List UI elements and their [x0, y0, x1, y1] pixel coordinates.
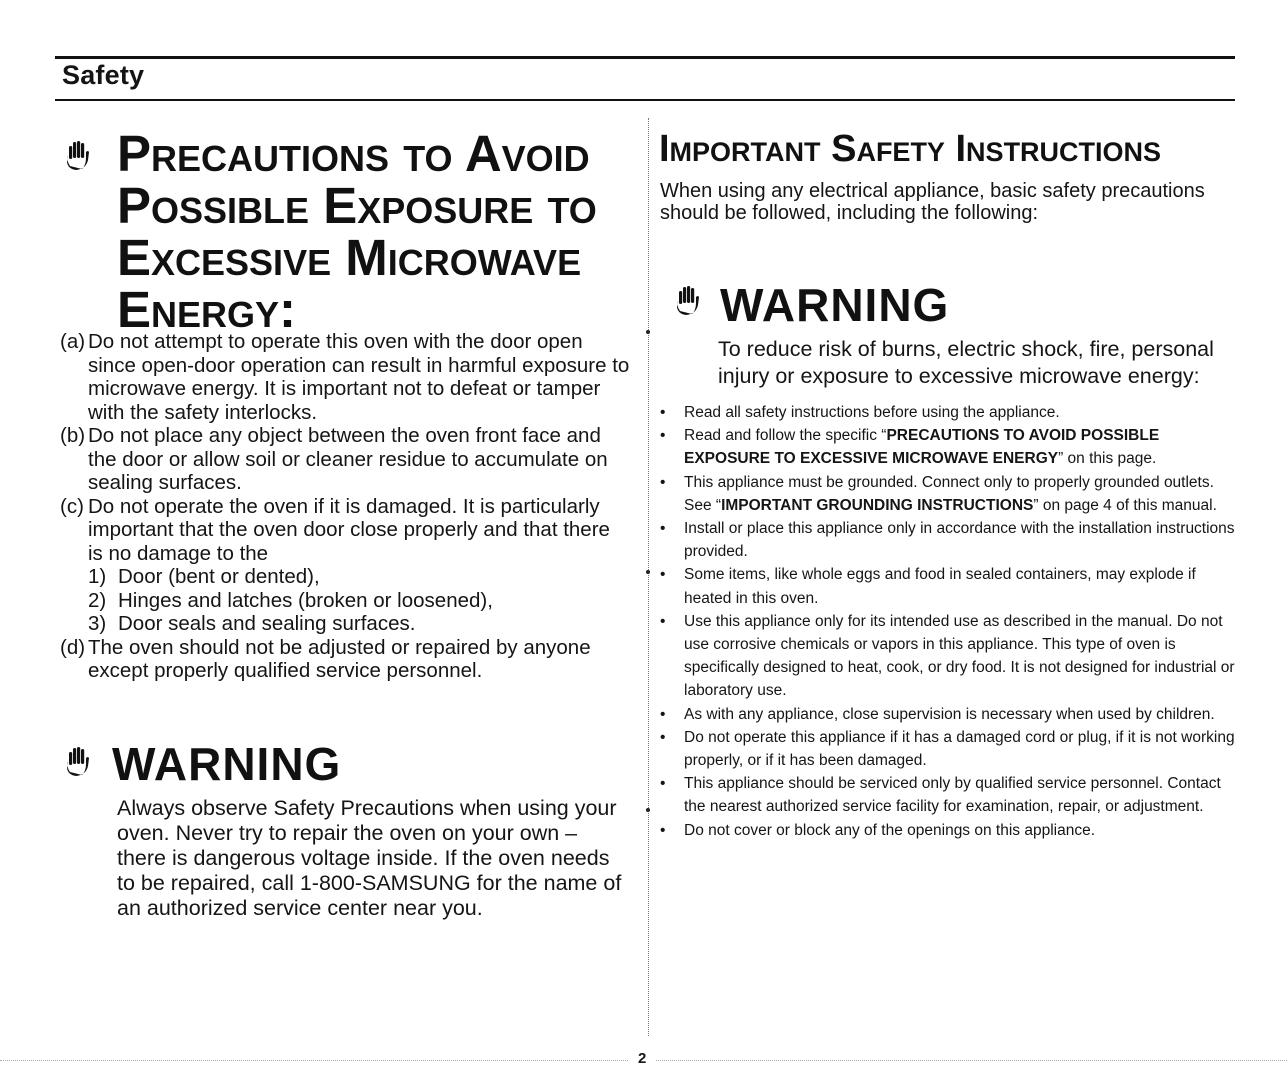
- divider-dot: [646, 570, 650, 574]
- hand-stop-icon: [64, 746, 90, 776]
- list-item: [660, 424, 1235, 470]
- list-item-text: Read all safety instructions before using the appliance.: [684, 404, 1060, 421]
- list-item: [60, 636, 630, 683]
- warning-heading: WARNING: [112, 738, 342, 790]
- list-item-text: Install or place this appliance only in accordance with the installation instructions provided.: [684, 520, 1235, 561]
- list-item-text: This appliance should be serviced only by qualified service personnel. Contact the nearest authorized service facility for examination, repair, or adjustment.: [684, 775, 1221, 816]
- list-item-text: Hinges and latches (broken or loosened),: [118, 588, 493, 612]
- text-run: Read and follow the specific “: [684, 427, 887, 445]
- list-marker: 2): [88, 588, 107, 612]
- list-marker: 3): [88, 612, 107, 635]
- column-divider: [648, 118, 649, 1036]
- right-heading: Important Safety Instructions: [659, 128, 1162, 170]
- list-item-text: [684, 471, 1235, 517]
- list-item-text: Door seals and sealing surfaces.: [118, 612, 416, 635]
- list-item-text: Door (bent or dented),: [118, 565, 320, 588]
- list-item: [660, 471, 1235, 517]
- right-warning-text: To reduce risk of burns, electric shock, fire, personal injury or exposure to excessive microwave energy:: [718, 337, 1214, 388]
- emphasis-text: IMPORTANT GROUNDING INSTRUCTIONS: [721, 496, 1034, 514]
- bullet-icon: •: [660, 520, 666, 538]
- list-item: [660, 517, 1235, 563]
- bullet-icon: •: [660, 705, 666, 723]
- list-item-text: [684, 424, 1235, 470]
- list-marker: 1): [88, 565, 107, 588]
- list-item-text: Do not operate the oven if it is damaged. It is particularly important that the oven door close properly and that there is no damage to the: [88, 494, 610, 565]
- top-rule: [55, 56, 1235, 59]
- section-rule: [55, 99, 1235, 101]
- list-item-text: Do not place any object between the oven front face and the door or allow soil or cleaner residue to accumulate on sealing surfaces.: [88, 424, 608, 494]
- list-marker: (c): [60, 494, 84, 518]
- list-item-text: Do not attempt to operate this oven with the door open since open-door operation can result in harmful exposure to microwave energy. It is important not to defeat or tamper with the safety interlocks.: [88, 330, 630, 424]
- list-item-text: Some items, like whole eggs and food in sealed containers, may explode if heated in this oven.: [684, 566, 1196, 607]
- list-marker: (b): [60, 424, 86, 447]
- list-item-text: Use this appliance only for its intended use as described in the manual. Do not use corrosive chemicals or vapors in this appliance. This type of oven is specifically designed to heat, cook, or dry food. It is not designed for industrial or laboratory use.: [684, 612, 1235, 700]
- sub-list-item: [60, 612, 630, 636]
- safety-instructions-list: [660, 401, 1235, 842]
- text-run: This appliance must be grounded. Connect only to properly grounded outlets. See “: [684, 473, 1214, 514]
- list-marker: (a): [60, 330, 86, 353]
- list-item: [660, 819, 1235, 842]
- text-run: ” on this page.: [1058, 450, 1157, 468]
- list-item-text: As with any appliance, close supervision is necessary when used by children.: [684, 705, 1215, 723]
- right-intro: When using any electrical appliance, basic safety precautions should be followed, including the following:: [660, 180, 1205, 224]
- precautions-list: [60, 330, 630, 683]
- bullet-icon: •: [660, 566, 666, 584]
- sub-list-item: [60, 565, 630, 589]
- sub-list-item: [60, 589, 630, 613]
- footer-dotted-rule: [0, 1060, 628, 1061]
- left-warning-text: Always observe Safety Precautions when using your oven. Never try to repair the oven on your own – there is dangerous voltage inside. If the oven needs to be repaired, call 1-800-SAMSUNG for the name of an authorized service center near you.: [117, 796, 622, 920]
- bullet-icon: •: [660, 427, 666, 445]
- list-item-text: Do not operate this appliance if it has a damaged cord or plug, if it is not working properly, or if it has been damaged.: [684, 728, 1235, 770]
- list-item: [660, 401, 1235, 424]
- bullet-icon: •: [660, 473, 666, 491]
- bullet-icon: •: [660, 728, 666, 746]
- bullet-icon: •: [660, 404, 666, 421]
- list-item-text: Do not cover or block any of the openings on this appliance.: [684, 821, 1096, 839]
- left-heading: Precautions to Avoid Possible Exposure to Excessive Microwave Energy:: [117, 125, 597, 338]
- list-item: [660, 563, 1235, 609]
- list-item: [60, 495, 630, 566]
- bullet-icon: •: [660, 821, 666, 839]
- section-title: Safety: [62, 60, 145, 90]
- page-number: 2: [638, 1050, 647, 1067]
- divider-dot: [646, 330, 650, 334]
- list-item: [660, 703, 1235, 726]
- bullet-icon: •: [660, 775, 666, 793]
- bullet-icon: •: [660, 612, 666, 630]
- hand-stop-icon: [64, 140, 90, 170]
- footer-dotted-rule: [656, 1060, 1287, 1061]
- list-item: [660, 610, 1235, 703]
- list-item: [660, 726, 1235, 772]
- list-item-text: The oven should not be adjusted or repaired by anyone except properly qualified service personnel.: [88, 635, 591, 682]
- list-item: [660, 772, 1235, 818]
- emphasis-text: PRECAUTIONS TO AVOID POSSIBLE EXPOSURE TO EXCESSIVE MICROWAVE ENERGY: [684, 427, 1160, 468]
- list-item: [60, 424, 630, 495]
- list-item: [60, 330, 630, 424]
- divider-dot: [646, 808, 650, 812]
- hand-stop-icon: [674, 285, 700, 315]
- list-marker: (d): [60, 635, 86, 659]
- warning-heading: WARNING: [720, 279, 950, 331]
- text-run: ” on page 4 of this manual.: [1033, 496, 1217, 514]
